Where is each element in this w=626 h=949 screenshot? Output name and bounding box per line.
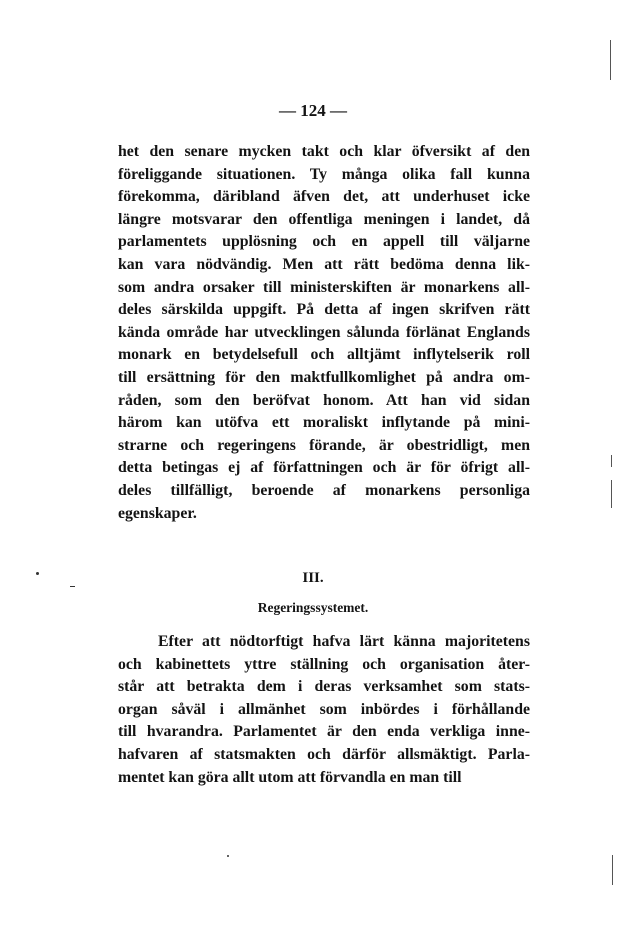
text-line: monark en betydelsefull och alltjämt inflytelserik roll <box>118 346 530 364</box>
scan-speck <box>227 855 229 857</box>
scan-edge-mark <box>611 455 612 467</box>
text-line: står att betrakta dem i deras verksamhet som stats- <box>118 678 530 696</box>
chapter-heading: III. <box>302 570 324 586</box>
text-line: hafvaren af statsmakten och därför allsmäktigt. Parla- <box>118 745 530 763</box>
text-line: strarne och regeringens förande, är obestridligt, men <box>118 436 530 454</box>
text-line: egenskaper. <box>118 504 197 522</box>
text-line: het den senare mycken takt och klar öfversikt af den <box>118 143 530 160</box>
text-line: deles tillfälligt, beroende af monarkens personliga <box>118 481 530 499</box>
text-line: råden, som den beröfvat honom. Att han vid sidan <box>118 391 530 409</box>
paragraph-1 <box>118 141 530 525</box>
text-line: detta betingas ej af författningen och är för öfrigt all- <box>118 459 530 477</box>
scan-speck <box>36 572 39 575</box>
text-line: Efter att nödtorftigt hafva lärt känna majoritetens <box>158 633 530 650</box>
text-line: föreliggande situationen. Ty många olika fall kunna <box>118 165 530 183</box>
text-line: härom kan utöfva ett moraliskt inflytande på mini- <box>118 414 530 432</box>
scan-speck <box>70 586 75 587</box>
text-line: och kabinettets yttre ställning och organisation åter- <box>118 655 530 673</box>
scan-edge-mark <box>610 40 611 80</box>
text-line: mentet kan göra allt utom att förvandla en man till <box>118 768 462 786</box>
text-line: kända område har utvecklingen sålunda förlänat Englands <box>118 323 530 341</box>
scan-edge-mark <box>612 855 613 885</box>
section-title: Regeringssystemet. <box>257 600 369 615</box>
text-line: till ersättning för den maktfullkomlighet på andra om- <box>118 368 530 386</box>
text-line: till hvarandra. Parlamentet är den enda verkliga inne- <box>118 723 530 741</box>
text-line: längre motsvarar den offentliga meningen i landet, då <box>118 210 530 228</box>
paragraph-2 <box>118 631 530 789</box>
text-line: som andra orsaker till ministerskiften är monarkens all- <box>118 278 530 296</box>
text-line: deles särskilda uppgift. På detta af ingen skrifven rätt <box>118 301 530 319</box>
scan-edge-mark <box>611 480 612 508</box>
text-line: organ såväl i allmänhet som inbördes i förhållande <box>118 700 530 718</box>
page-number: — 124 — <box>279 101 347 120</box>
text-line: kan vara nödvändig. Men att rätt bedöma denna lik- <box>118 255 530 273</box>
text-line: förekomma, däribland äfven det, att underhuset icke <box>118 188 530 206</box>
text-line: parlamentets upplösning och en appell till väljarne <box>118 233 530 251</box>
